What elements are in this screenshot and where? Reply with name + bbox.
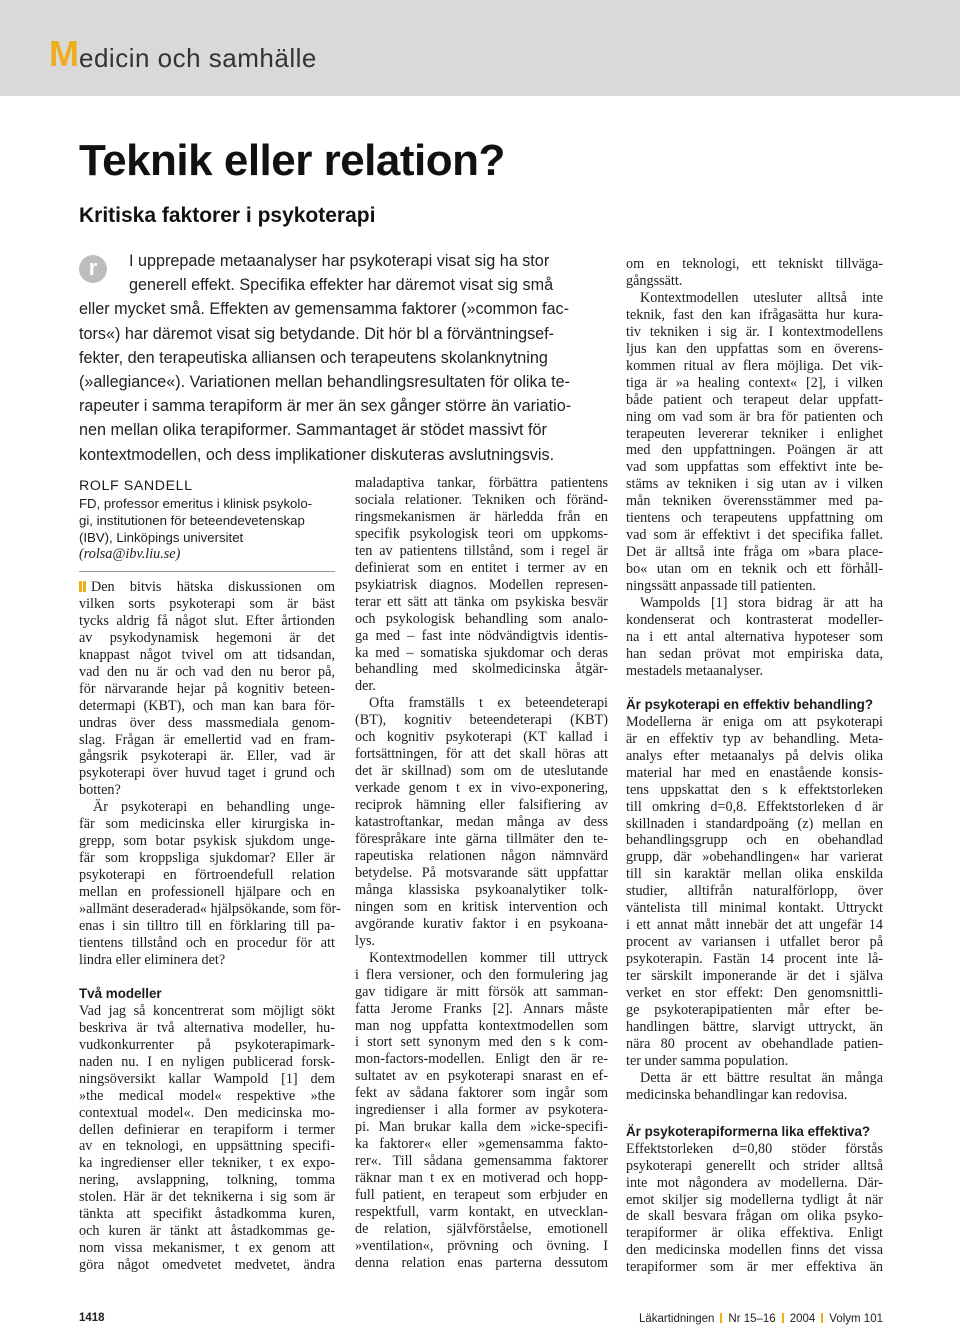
ingress-line: generell effekt. Specifika effekter har däremot visat sig små [129,276,554,295]
body-line: Modellerna är eniga om att psykoterapi [626,713,883,730]
author-affiliation: (IBV), Linköpings universitet [79,530,244,545]
body-line: fär som kroppsliga sjukdomar? Eller är [79,850,335,867]
body-line: medicinska behandlingar kan redovisa. [626,1086,848,1103]
body-line: ning om vad som är bra för patienten och [626,408,883,425]
body-line: handlingen bättre, slarvigt uttryckt, än [626,1018,883,1035]
section-heading: Är psykoterapi en effektiv behandling? [626,696,874,712]
body-line: Den bitvis hätska diskussionen om [79,579,335,596]
body-line: till sin karaktär mellan olika enskilda [626,866,883,883]
body-line: räknar man t ex en motiverad och hopp- [355,1170,608,1187]
column-1 [79,478,341,1274]
body-line: grepp, som botar psykisk sjukdom unge- [79,833,335,850]
body-line: analys efter metaanalys på delvis olika [626,747,883,764]
author-affiliation: gi, institutionen för beteendevetenskap [79,513,305,528]
body-line: teknik, fast den kan ifrågasätta hur kura- [626,306,883,323]
body-line: i ett annat mått innebär det att ungefär 14 [626,917,883,934]
body-line: till omkring d=0,8. Effektstorleken d är [626,798,883,815]
review-badge-icon: r [79,255,107,283]
body-line: behandlingsgrupp och en obehandlad [626,832,883,849]
body-line: der. [355,678,376,695]
body-line: (BT), kognitiv beteendeterapi (KBT) [355,712,608,729]
body-line: »allmänt deseraderad« hjälpsökande, som för- [79,901,341,918]
body-line: na i ett antal alternativa hypoteser som [626,628,883,645]
body-line: kommen ritual av flera möjliga. Det vik- [626,357,883,374]
body-line: rapeutiska relationen någon nämnvärd [355,847,608,864]
body-line: behandling med skolmedicinska åtgär- [355,661,608,678]
body-line: tens uppskattat den s k effektstorleken [626,781,883,798]
body-line: både patient och terapeut delar uppfatt- [626,391,883,408]
body-line: verkade genom t ex in vivo-exponering, [355,780,608,797]
ingress-line: (»allegiance«). Variationen mellan behandlingsresultaten för olika te- [79,373,571,392]
section-title: edicin och samhälle [79,43,317,73]
column-3 [626,256,883,1276]
body-line: pi. Man brukar kalla dem »icke-specifi- [355,1119,608,1136]
body-line: tiv tekniken i sig är. I kontextmodellens [626,323,883,340]
body-line: bo« utan om en teknik och ett förhåll- [626,561,883,578]
section-header-band [0,0,960,96]
section-heading: Är psykoterapiformerna lika effektiva? [626,1123,871,1139]
body-line: Är psykoterapi en behandling unge- [93,799,335,816]
page-number: 1418 [79,1312,105,1324]
journal-name: Läkartidningen [638,1313,715,1325]
body-line: tycks aldrig få något slut. Efter årtionden [79,612,335,629]
body-line: psykoterapi en förtroendefull relation [79,867,335,884]
ingress-line: tors«) har däremot visat sig betydande. Dit hör bl a förväntningsef- [79,324,555,343]
body-line: denna relation enas parterna dessutom [355,1254,608,1271]
body-line: determapi (KBT), och man kan bara för- [79,697,335,714]
body-line: vad den nu är och vad den nu beror på, [79,663,335,680]
body-line: katastroftankar, medan många av dess [355,814,608,831]
body-line: de skall besvara frågan om olika psyko- [626,1208,883,1225]
body-line: mellan en professionell hjälpare och en [79,884,335,901]
body-line: enas i sin tilltro till en förklaring till pa- [79,918,335,935]
body-line: »the medical model« respektive »the [79,1087,335,1104]
body-line: ten av patientens tillstånd, som i regel är [355,542,608,559]
body-line: fortsättningen, för att det skall höras att [355,746,608,763]
body-line: psykoterapi över huvud taget i grund och [79,765,335,782]
body-line: grupp, där »obehandlingen« har varierat [626,849,883,866]
body-line: väntelista till minimal kontakt. Uttryckt [626,900,883,917]
body-line: i flera versioner, och den formulering jag [355,966,608,983]
body-line: terar ett sätt att tänka om psykiska besvär [355,593,608,610]
body-line: psykiatrisk diagnos. Modellen represen- [355,576,608,593]
body-line: tientens tillstånd och en procedur för att [79,934,335,951]
body-line: definierat som en entitet i termer av en [355,559,608,576]
body-line: i stort sett synonym med den s k com- [355,1034,608,1051]
year: 2004 [789,1313,816,1325]
section-initial: M [49,33,79,74]
body-line: skillnaden i standardpoäng (z) mellan en [626,815,883,832]
body-line: specifik psykologisk teori om uppkoms- [355,525,608,542]
body-line: dellen definierar en terapiform i termer [79,1121,335,1138]
author-affiliation: FD, professor emeritus i klinisk psykolo- [79,496,313,511]
author-email: (rolsa@ibv.liu.se) [79,546,181,562]
body-line: stolen. Här är det teknikerna i sig som är [79,1189,335,1206]
body-line: Detta är ett bättre resultat än många [640,1069,883,1086]
author-name: ROLF SANDELL [79,478,193,494]
body-line: Effektstorleken d=0,80 stöder förstås [626,1140,883,1157]
ingress-line: eller mycket små. Effekten av gemensamma faktorer (»common fac- [79,300,569,319]
body-line: knappast något tvivel om att tidsandan, [79,646,335,663]
body-line: fatta Jerome Franks [2]. Annars måste [355,1000,608,1017]
body-line: botten? [79,782,121,799]
body-line: naden nu. I en nyligen publicerad forsk- [79,1053,335,1070]
issue: Nr 15–16 [728,1313,776,1325]
body-line: Kontextmodellen kommer till uttryck [369,949,608,966]
body-line: och kuren är tänkt att åstadkommas ge- [79,1223,335,1240]
body-line: vad som uppfattas som effektivt inte be- [626,459,883,476]
separator-icon [821,1313,823,1323]
body-line: nom vissa mekanismer, t ex genom att [79,1240,335,1257]
body-line: procent av variansen i utfallet beror på [626,934,883,951]
body-line: kondenserat och kontrasterat modeller- [626,612,883,629]
body-line: gav tidigare är mitt försök att samman- [355,983,608,1000]
lead-mark-icon [79,581,82,592]
body-line: fär som medicinska eller kirurgiska in- [79,816,335,833]
body-line: han sedan prövat mot empiriska data, [626,645,883,662]
body-line: ningsöversikt kallar Wampold [1] dem [79,1070,335,1087]
body-line: med den uppfattningen. Poängen är att [626,442,883,459]
body-line: man nog uppfatta kontextmodellen som [355,1017,608,1034]
body-line: gångssätt. [626,272,683,289]
body-line: contextual model«. Den medicinska mo- [79,1104,335,1121]
section-heading: Två modeller [79,985,162,1001]
body-line: emot skiljer sig modellerna tydligt åt när [626,1191,883,1208]
body-line: ter särskilt imponerande är det i själva [626,968,883,985]
separator-icon [782,1313,784,1323]
ingress [79,249,607,467]
body-line: de relation, självförståelse, emotionell [355,1220,608,1237]
body-line: många klassiska psykoanalytiker tolk- [355,881,608,898]
body-line: av psykodynamisk hegemoni är det [79,629,335,646]
body-line: ka ingredienser eller tekniker, t ex expo- [79,1155,335,1172]
body-line: stäms av tekniken i sig utan av i vilken [626,476,883,493]
body-line: Wampolds [1] stora bidrag är att ha [640,595,883,612]
body-line: psykoterapi generellt och strider alltså [626,1157,883,1174]
ingress-line: nen mellan olika terapiformer. Sammantaget är stödet massivt för [79,421,547,440]
body-line: mån tekniken överensstämmer med pa- [626,493,883,510]
body-line: betydelse. På motsvarande sätt uppfattar [355,864,608,881]
body-line: av en teknologi, en uppsättning specifi- [79,1138,335,1155]
ingress-line: rapeuter i samma terapiform är mer än sex gånger större än variatio- [79,397,572,416]
body-line: det är skillnad) som om de uteslutande [355,763,608,780]
body-line: för närvarande hejar på kognitiv beteen- [79,680,335,697]
author-block [79,478,335,563]
article-subtitle: Kritiska faktorer i psykoterapi [79,204,376,227]
body-line: ningen som en kritisk intervention och [355,898,608,915]
body-line: lindra eller eliminera det? [79,951,226,968]
divider [79,571,335,572]
body-line: tänkta att specifikt åstadkomma kuren, [79,1206,335,1223]
body-line: och psykologisk behandling som analo- [355,610,608,627]
ingress-line: kontextmodellen, och dess implikationer diskuteras avslutningsvis. [79,445,555,464]
body-line: ingredienser i alla former av psykotera- [355,1102,608,1119]
body-line: verket en stor effekt: Den genomsnittli- [626,985,883,1002]
body-line: sociala relationer. Tekniken och föränd- [355,491,608,508]
body-line: ga med – fast inte nödvändigtvis identis- [355,627,608,644]
body-line: är en effektiv typ av behandling. Meta- [626,730,883,747]
body-line: fekt av sådana faktorer som ingår som [355,1085,608,1102]
body-line: vilken sorts psykoterapi som är bäst [79,595,335,612]
body-line: vudkonkurrenter på psykoterapimark- [79,1036,335,1053]
article-title: Teknik eller relation? [79,136,505,185]
separator-icon [720,1313,722,1323]
body-line: respektfull, varm kontakt, en utvecklan- [355,1203,608,1220]
body-line: tientens och terapeutens uppfattning om [626,510,883,527]
body-line: nering, avslappning, tolkning, tomma [79,1172,335,1189]
body-line: avgörande kurativ faktor i en psykoana- [355,915,608,932]
body-line: slag. Frågan är emellertid vad en fram- [79,731,335,748]
body-line: inte mot någondera av modellerna. Där- [626,1174,883,1191]
body-line: Kontextmodellen utesluter alltså inte [640,289,883,306]
body-line: terapeuten levererar tekniker i enlighet [626,425,883,442]
journal-info [639,1313,883,1326]
body-line: göra något omedvetet medvetet, ändra [79,1257,335,1274]
body-line: ljus kan den uppfattas som en överens- [626,340,883,357]
body-line: Det är alltså inte fråga om »bara place- [626,544,883,561]
body-line: terapiformer är olika effektiva. Enligt [626,1225,883,1242]
body-line: gångsrik psykoterapi är. Eller, vad är [79,748,335,765]
body-line: ka med – somatiska sjukdomar och deras [355,644,608,661]
body-line: maladaptiva tankar, förbättra patientens [355,475,608,491]
body-line: och kognitiv psykoterapi (KT kallad i [355,729,608,746]
body-line: rer«. Till sådana gemensamma faktorer [355,1153,608,1170]
body-line: full patient, en terapeut som erbjuder en [355,1187,608,1204]
body-line: terapiformer som är mer effektiva än [626,1259,883,1276]
body-line: studier, alltifrån naturalförlopp, över [626,883,883,900]
body-line: material har med en enastående konsis- [626,764,883,781]
body-line: mestadels metaanalyser. [626,662,764,679]
body-line: den medicinska modellen finns det vissa [626,1242,883,1259]
body-line: »ventilation«, prövning och övning. I [355,1237,608,1254]
body-line: ka faktorer« eller »gemensamma fakto- [355,1136,608,1153]
body-line: mon-factors-modellen. Enligt den är re- [355,1051,608,1068]
volume: Volym 101 [829,1313,883,1325]
body-line: nära 80 procent av obehandlade patien- [626,1035,883,1052]
body-line: lys. [355,932,376,949]
body-line: reciprok hämning eller falsifiering av [355,797,608,814]
body-line: beskriva är två alternativa modeller, hu- [79,1019,335,1036]
body-line: psykoterapin. Fastän 14 procent inte lå- [626,951,883,968]
body-line: Ofta framställs t ex beteendeterapi [369,695,608,712]
body-line: ringsmekanismen är härledda från en [355,508,608,525]
lead-mark-icon [83,581,86,592]
body-line: ge psykoterapipatienten mår efter be- [626,1001,883,1018]
body-line: Vad jag så koncentrerat som möjligt sökt [79,1002,335,1019]
body-line: ningssätt anpassade till patienten. [626,578,816,595]
body-line: vad som är effektivt i det specifika fallet. [626,527,883,544]
body-line: förespråkare inte gärna tillmäter den te- [355,831,608,848]
body-line: undras över dess massmediala genom- [79,714,335,731]
column-2 [355,475,608,1272]
ingress-line: I upprepade metaanalyser har psykoterapi visat sig ha stor [129,252,550,270]
ingress-line: fekter, den terapeutiska alliansen och terapeutens skolanknytning [79,348,548,367]
body-line: tiga är »a healing context« [2], i vilken [626,374,883,391]
body-line: ter under samma population. [626,1052,789,1069]
body-line: om en teknologi, ett tekniskt tillväga- [626,256,883,272]
body-line: sultatet av en psykoterapi snarast en ef- [355,1068,608,1085]
